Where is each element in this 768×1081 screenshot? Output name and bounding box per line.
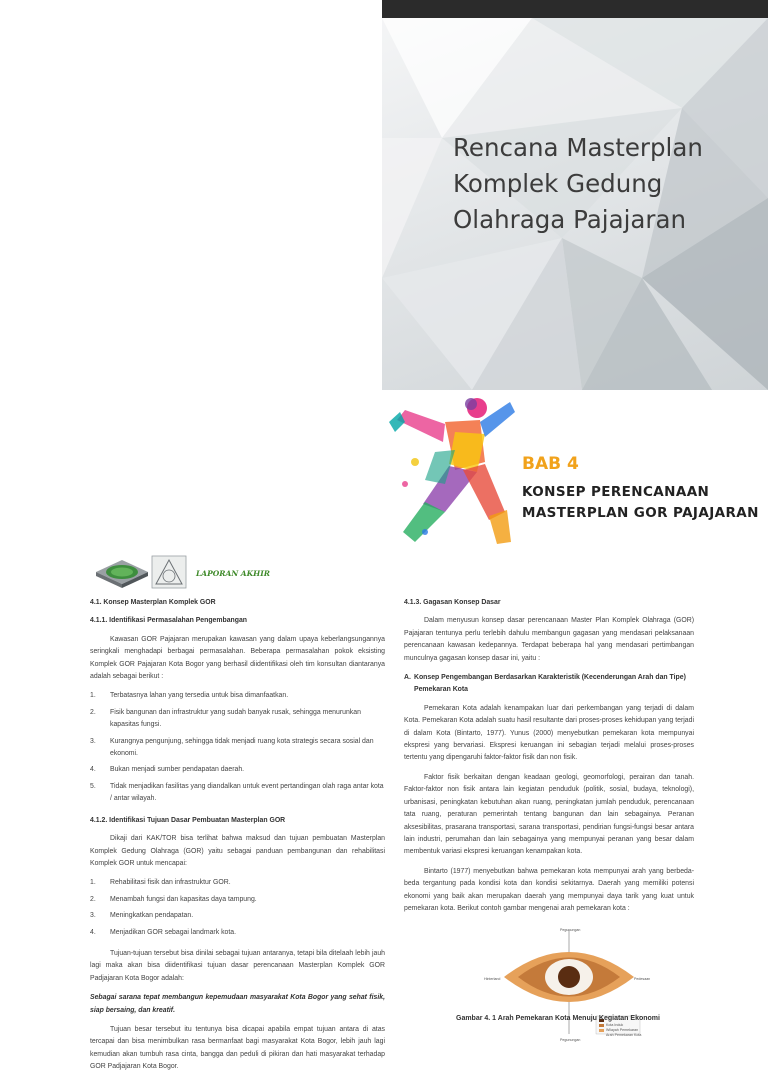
figure-legend-item: Kota Induk [606, 1023, 624, 1028]
figure-label-left: Hinterland [484, 977, 501, 982]
title-line-1: Rencana Masterplan [453, 133, 703, 162]
city-expansion-figure [484, 922, 654, 1042]
problem-list [90, 690, 385, 805]
list-number: 4. [90, 928, 96, 936]
list-item [90, 736, 385, 761]
list-number: 1. [90, 692, 96, 700]
paragraph: Faktor fisik berkaitan dengan keadaan geologi, geomorfologi, perairan dan tanah. Faktor-faktor non fisik antara lain kegiatan penduduk (politik, sosial, budaya, teknologi), urbanisasi, peningkatan kebutuhan akan ruang, peningkatan jumlah penduduk, perencanaan tata ruang, peraturan pemerintah tentang bangunan dan lain sebagainya. Peranan aksesibilitas, prasarana transportasi, sarana transportasi, pendirian fungsi-fungsi besar antara lain industri, perumahan dan lain sebagainya yang mempunyai peranan yang besar dalam membentuk variasi ekspresi keruangan kenampakan kota. [404, 773, 694, 856]
figure-label-bottom: Pegunungan [560, 1038, 581, 1043]
list-number: 2. [90, 708, 96, 716]
list-item [90, 690, 385, 702]
title-line-2: Komplek Gedung [453, 169, 663, 198]
list-item [90, 764, 385, 776]
section-heading-4-1: 4.1. Konsep Masterplan Komplek GOR [90, 599, 216, 606]
runner-illustration [385, 392, 520, 552]
list-text: Menambah fungsi dan kapasitas daya tampung. [110, 895, 257, 903]
cover-top-bar [382, 0, 768, 18]
emphasis-statement: Sebagai sarana tepat membangun kepemudaan masyarakat Kota Bogor yang sehat fisik, siap bersaing, dan kreatif. [90, 994, 385, 1014]
paragraph: Tujuan besar tersebut itu tentunya bisa dicapai apabila empat tujuan antara di atas tercapai dan bisa menimbulkan rasa bermanfaat bagi masyarakat Kota Bogor, lebih jauh lagi kemudian akan tumbuh rasa cinta, bangga dan peduli di pikiran dan hati masyarakat terhadap GOR Padjajaran Kota Bogor. [90, 1025, 385, 1071]
list-number: 5. [90, 782, 96, 790]
paragraph: Dikaji dari KAK/TOR bisa terlihat bahwa maksud dan tujuan pembuatan Masterplan Komplek Gedung Olahraga (GOR) yaitu sebagai panduan pembangunan dan rehabilitasi Komplek GOR untuk mencapai: [90, 835, 385, 867]
chapter-title-line-2: MASTERPLAN GOR PAJAJARAN [522, 505, 759, 521]
paragraph: Tujuan-tujuan tersebut bisa dinilai sebagai tujuan antaranya, tetapi bila ditelaah lebih jauh lagi maka akan bisa diidentifikasi tujuan dasar perencanaan Masterplan Komplek GOR Padjajaran Kota Bogor adalah: [90, 949, 385, 982]
list-text: Terbatasnya lahan yang tersedia untuk bisa dimanfaatkan. [110, 692, 289, 700]
title-line-3: Olahraga Pajajaran [453, 205, 687, 234]
list-text: Bukan menjadi sumber pendapatan daerah. [110, 766, 245, 774]
chapter-number: BAB 4 [522, 454, 579, 474]
figure-caption: Gambar 4. 1 Arah Pemekaran Kota Menuju Kegiatan Ekonomi [456, 1015, 660, 1022]
list-number: 4. [90, 766, 96, 774]
report-label: LAPORAN AKHIR [196, 569, 270, 578]
list-number: 3. [90, 737, 96, 745]
left-column [90, 597, 385, 1081]
section-heading-4-1-2: 4.1.2. Identifikasi Tujuan Dasar Pembuatan Masterplan GOR [90, 816, 286, 824]
figure-label-right: Pedesaan [634, 977, 651, 982]
list-text: Tidak menjadikan fasilitas yang diandalkan untuk event pertandingan olah raga antar kota / antar wilayah. [110, 782, 384, 803]
figure-legend-item: Wilayah Pemekaran [606, 1028, 639, 1033]
chapter-title [522, 482, 759, 524]
list-text: Rehabilitasi fisik dan infrastruktur GOR. [110, 879, 231, 887]
list-text: Meningkatkan pendapatan. [110, 912, 194, 920]
subsection-heading-a [404, 672, 694, 697]
list-item [90, 910, 385, 922]
paragraph: Dalam menyusun konsep dasar perencanaan Master Plan Komplek Olahraga (GOR) Pajajaran tentunya perlu terlebih dahulu membangun gagasan yang mendasari pelaksanaan perencanaan kawasan kedepannya. Terdapat beberapa hal yang mendasari pertimbangan munculnya gagasan konsep dasar ini, yaitu : [404, 617, 694, 662]
paragraph: Kawasan GOR Pajajaran merupakan kawasan yang dalam upaya keberlangsungannya seringkali menghadapi berbagai permasalahan. Beberapa permasalahan pokok eksisting Komplek GOR Pajajaran Kota Bogor yang berhasil diidentifikasi oleh tim konsultan diantaranya adalah sebagai berikut : [90, 635, 385, 681]
list-item [90, 781, 385, 806]
paragraph: Pemekaran Kota adalah kenampakan luar dari perkembangan yang terjadi di dalam Kota. Pemekaran Kota adalah suatu hasil resultante dari proses-proses kehidupan yang terjadi di dalam Kota (Bintarto, 1977). Yunus (2000) menyebutkan pemekaran kota mempunyai ekspresi yang bervariasi. Ekspresi keruangan ini sebagian terjadi melalui proses-proses tertentu yang dipengaruhi faktor-faktor fisik dan non fisik. [404, 704, 694, 762]
figure-legend-item: Arah Pemekaran Kota [606, 1033, 642, 1038]
section-heading-4-1-3: 4.1.3. Gagasan Konsep Dasar [404, 599, 501, 606]
list-number: 3. [90, 912, 96, 920]
list-item [90, 707, 385, 732]
section-heading-4-1-1: 4.1.1. Identifikasi Permasalahan Pengembangan [90, 617, 248, 625]
subsection-text: Konsep Pengembangan Berdasarkan Karakteristik (Kecenderungan Arah dan Tipe) Pemekaran Kota [414, 674, 686, 694]
figure-label-top: Pegunungan [560, 928, 581, 933]
goal-list [90, 877, 385, 939]
chapter-title-line-1: KONSEP PERENCANAAN [522, 484, 710, 500]
stadium-logo [92, 554, 190, 590]
subsection-letter: A. [404, 674, 411, 682]
list-item [90, 927, 385, 939]
list-text: Fisik bangunan dan infrastruktur yang sudah banyak rusak, sehingga menurunkan kapasitas fungsi. [110, 708, 361, 729]
right-column [404, 597, 694, 1042]
list-text: Kurangnya pengunjung, sehingga tidak menjadi ruang kota strategis secara sosial dan ekonomi. [110, 737, 374, 758]
list-item [90, 877, 385, 889]
paragraph: Bintarto (1977) menyebutkan bahwa pemekaran kota mempunyai arah yang berbeda-beda tergantung pada kondisi kota dan kondisi sekitarnya. Daerah yang memiliki potensi ekonomi yang baik akan merupakan daerah yang mempunyai daya tarik yang kuat untuk pemekaran kota. Berikut contoh gambar mengenai arah pemekaran kota : [404, 867, 694, 912]
list-item [90, 894, 385, 906]
list-number: 1. [90, 879, 96, 887]
list-text: Menjadikan GOR sebagai landmark kota. [110, 928, 237, 936]
list-number: 2. [90, 895, 96, 903]
document-title [453, 130, 753, 238]
